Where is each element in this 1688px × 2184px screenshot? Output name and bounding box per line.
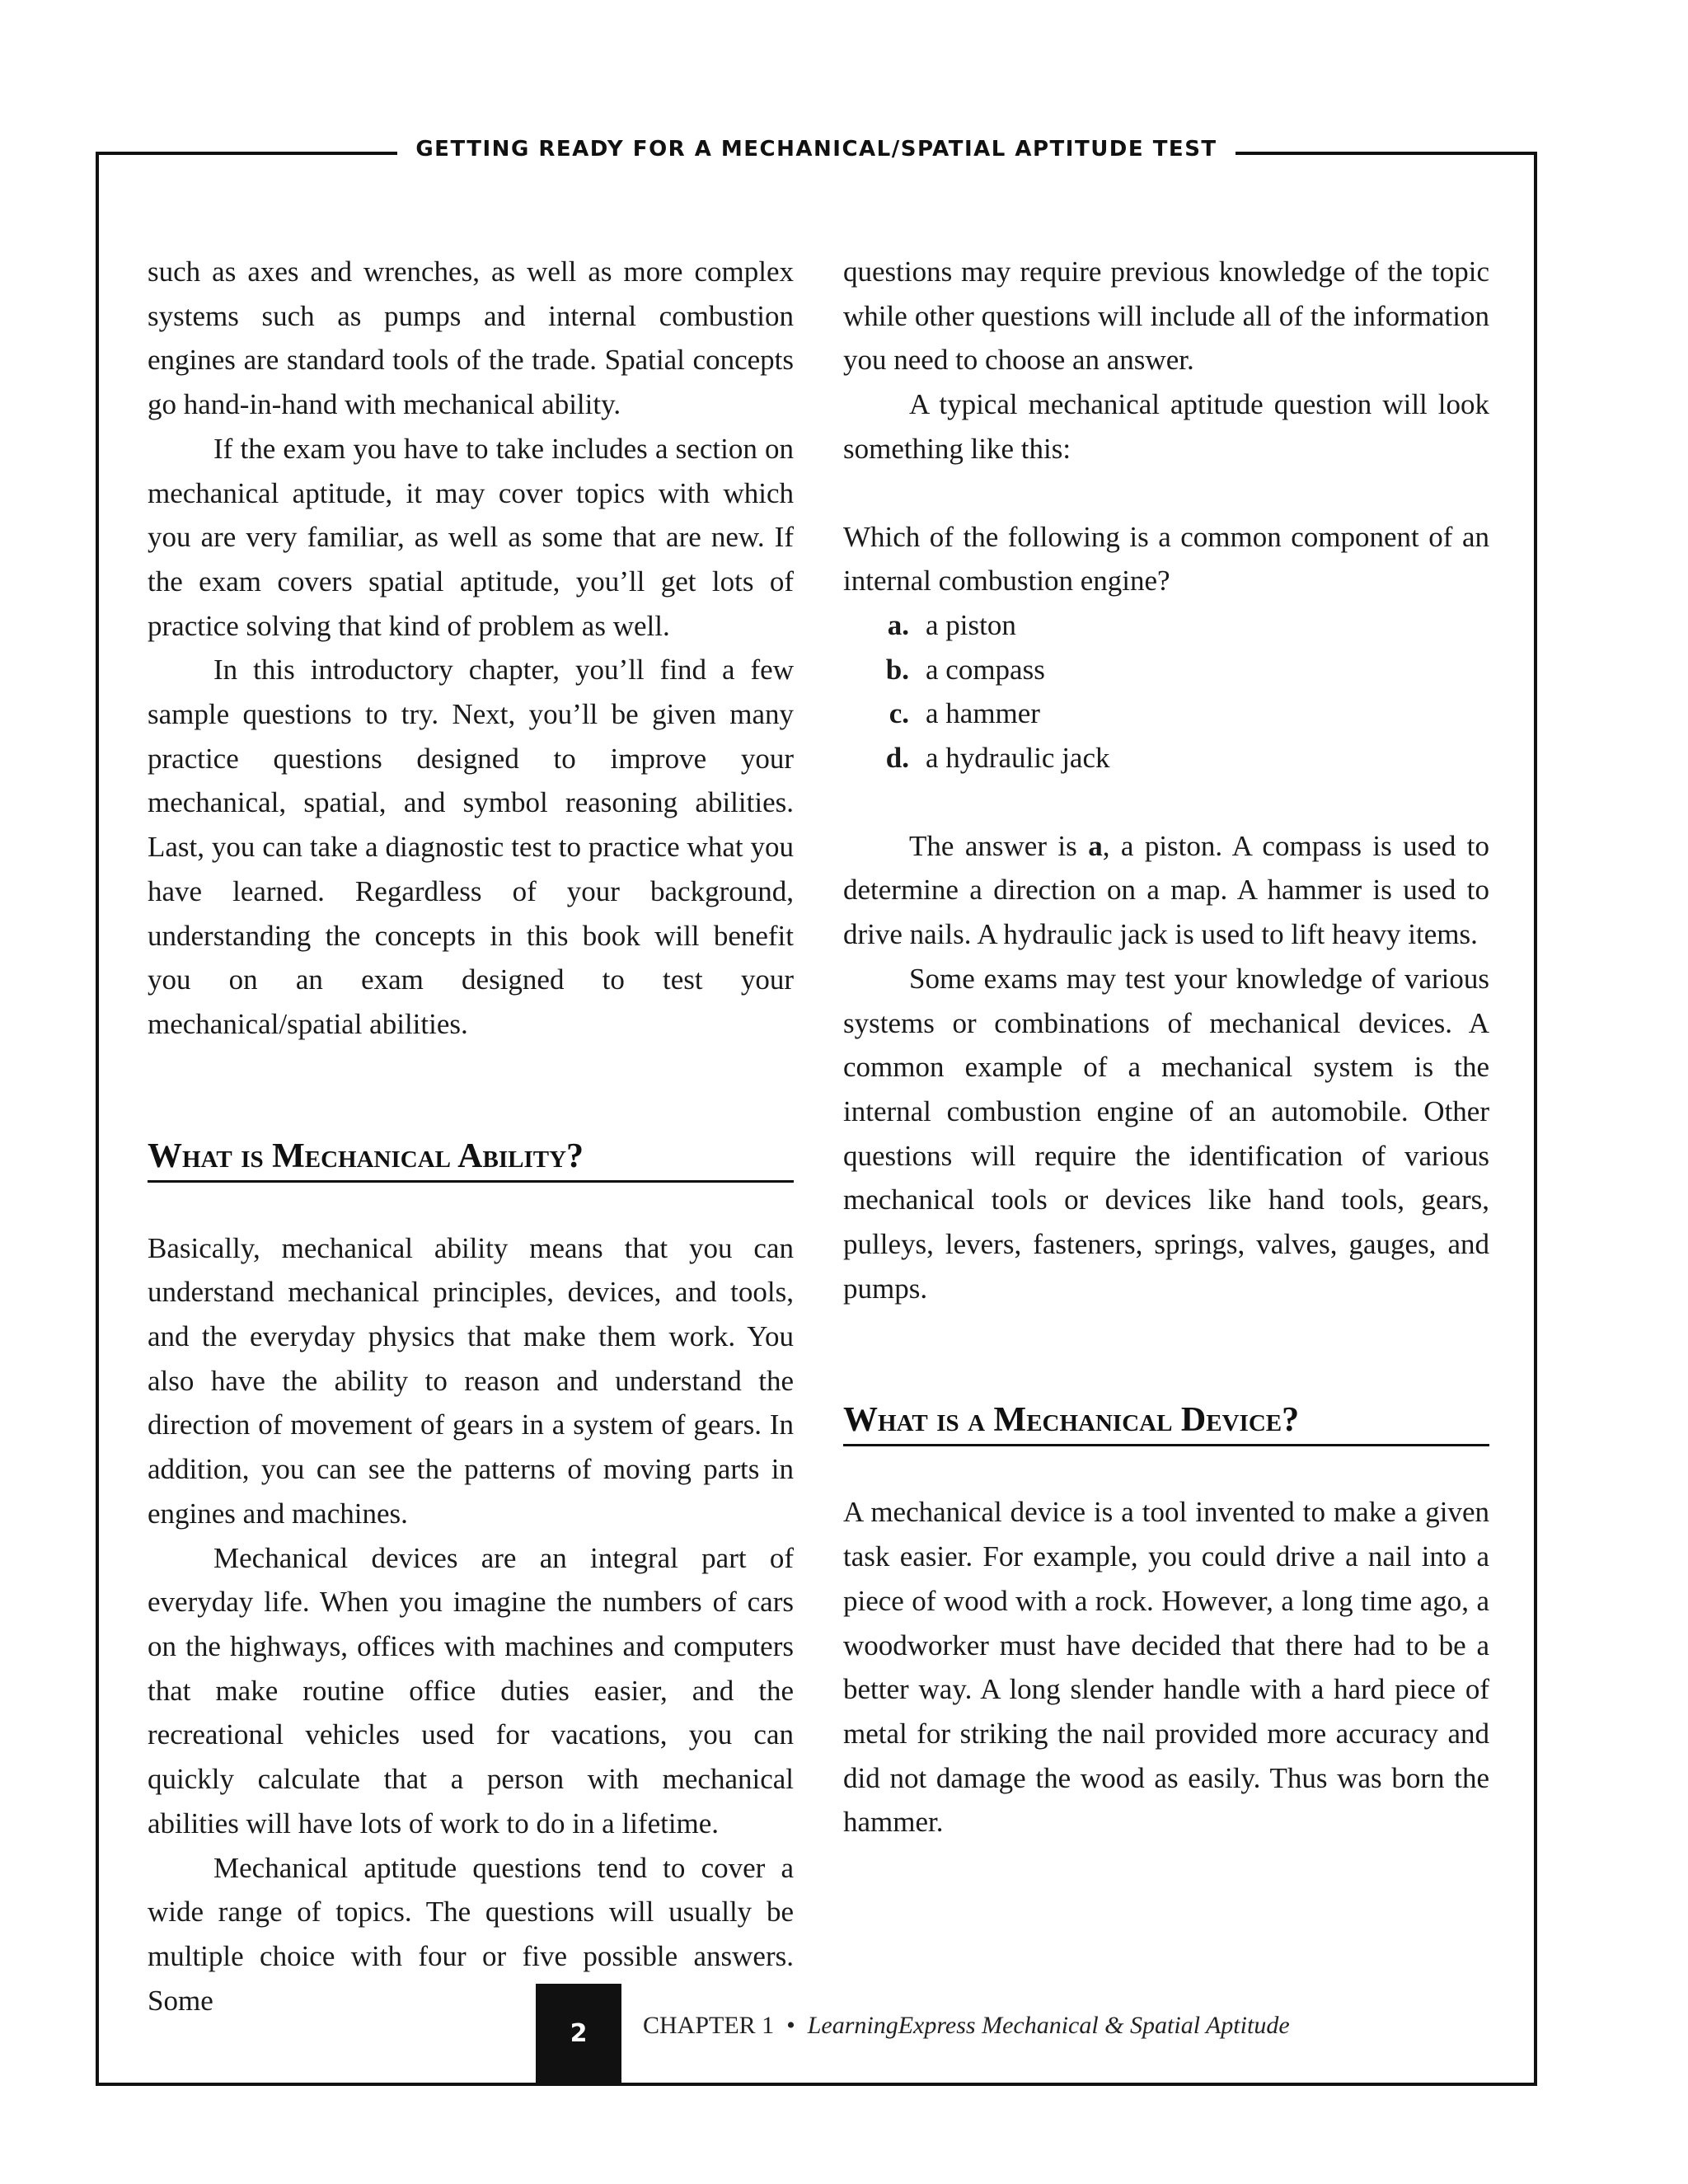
paragraph: If the exam you have to take includes a section on mechanical aptitude, it may cover topics with which you are very familiar, as well as some that are new. If the exam covers spatial aptitude, you’ll get lots of practice solving that kind of problem as well. (148, 432, 794, 642)
answer-option (843, 691, 1489, 736)
option-letter: c. (889, 697, 909, 730)
page-footer (99, 1984, 1534, 2083)
footer-text (643, 2012, 1290, 2040)
option-text: a hydraulic jack (926, 742, 1110, 775)
option-letter: d. (885, 742, 909, 775)
paragraph: In this introductory chapter, you’ll find a few sample questions to try. Next, you’ll be given many practice questions designed to improve your mechanical, spatial, and symbol reasoning abilities. Last, you can take a diagnostic test to practice what you have learned. Regardless of your background, understanding the concepts in this book will benefit you on an exam designed to test your mechanical/spatial abilities. (148, 654, 794, 1040)
running-head (99, 137, 1534, 162)
paragraph: Some exams may test your knowledge of various systems or combinations of mechanical devices. A common example of a mechanical system is the internal combustion engine of an automobile. Other questions will require the identification of various mechanical tools or devices like hand tools, gears, pulleys, levers, fasteners, springs, valves, gauges, and pumps. (843, 962, 1489, 1305)
paragraph: Mechanical devices are an integral part of everyday life. When you imagine the numbers of cars on the highways, offices with machines and computers that make routine office duties easier, and the recreational vehicles used for vacations, you can quickly calculate that a person with mechanical abilities will have lots of work to do in a lifetime. (148, 1541, 794, 1840)
answer-option (843, 736, 1489, 780)
paragraph: A typical mechanical aptitude question will look something like this: (843, 388, 1489, 465)
right-column (843, 250, 1489, 1844)
section-heading-mechanical-ability: What is Mechanical Ability? (148, 1135, 794, 1183)
book-title: LearningExpress Mechanical & Spatial Aptitude (807, 2012, 1290, 2039)
paragraph: Basically, mechanical ability means that you can understand mechanical principles, devices, and tools, and the everyday physics that make them work. You also have the ability to reason and understand the direction of movement of gears in a system of gears. In addition, you can see the patterns of moving parts in engines and machines. (148, 1231, 794, 1530)
page-frame (96, 137, 1537, 2086)
section-heading-mechanical-device: What is a Mechanical Device? (843, 1399, 1489, 1446)
chapter-label: CHAPTER 1 (643, 2012, 775, 2039)
option-text: a hammer (926, 697, 1040, 730)
sample-question: Which of the following is a common component of an internal combustion engine? (843, 520, 1489, 598)
left-column (148, 250, 794, 2022)
answer-option (843, 648, 1489, 692)
footer-bullet: • (786, 2012, 795, 2039)
paragraph: such as axes and wrenches, as well as more complex systems such as pumps and internal combustion engines are standard tools of the trade. Spatial concepts go hand-in-hand with mechanical ability. (148, 255, 794, 421)
option-text: a compass (926, 653, 1045, 686)
option-letter: a. (887, 608, 909, 641)
answer-explanation: The answer is a, a piston. A compass is used to determine a direction on a map. A hammer is used to drive nails. A hydraulic jack is used to lift heavy items. (843, 829, 1489, 951)
option-text: a piston (926, 608, 1016, 641)
answer-letter: a (1088, 829, 1103, 862)
page-number: 2 (536, 1984, 621, 2083)
paragraph: A mechanical device is a tool invented to make a given task easier. For example, you could drive a nail into a piece of wood with a rock. However, a long time ago, a woodworker must have decided that there had to be a better way. A long slender handle with a hard piece of metal for striking the nail provided more accuracy and did not damage the wood as easily. Thus was born the hammer. (843, 1496, 1489, 1839)
answer-option (843, 603, 1489, 648)
paragraph: Mechanical aptitude questions tend to cover a wide range of topics. The questions will usually be multiple choice with four or five possible answers. Some (148, 1851, 794, 2017)
running-head-text: GETTING READY FOR A MECHANICAL/SPATIAL APTITUDE TEST (397, 137, 1235, 162)
paragraph: questions may require previous knowledge of the topic while other questions will include all of the information you need to choose an answer. (843, 255, 1489, 377)
option-letter: b. (885, 653, 909, 686)
